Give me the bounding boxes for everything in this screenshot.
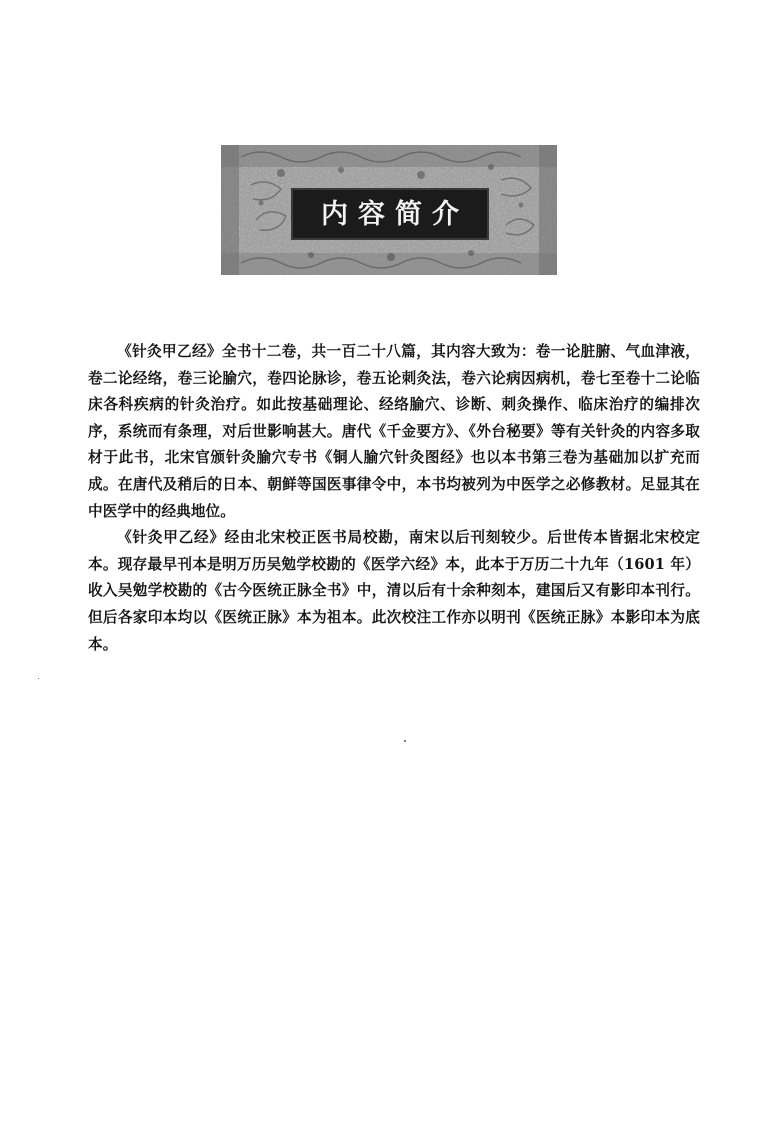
paragraph-overview: 《针灸甲乙经》全书十二卷，共一百二十八篇，其内容大致为：卷一论脏腑、气血津液，卷二论经络，卷三论腧穴，卷四论脉诊，卷五论刺灸法，卷六论病因病机，卷七至卷十二论临床各科疾病的针灸治疗。如此按基础理论、经络腧穴、诊断、刺灸操作、临床治疗的编排次序，系统而有条理，对后世影响甚大。唐代《千金要方》、《外台秘要》等有关针灸的内容多取材于此书，北宋官颁针灸腧穴专书《铜人腧穴针灸图经》也以本书第三卷为基础加以扩充而成。在唐代及稍后的日本、朝鲜等国医事律令中，本书均被列为中医学之必修教材。足显其在中医学中的经典地位。 [88,343,700,520]
scan-speck [38,678,39,679]
scan-speck [404,740,406,742]
title-banner [221,145,557,275]
section-title: 内容简介 [321,198,469,230]
title-plate [291,188,489,240]
content-body [88,339,700,658]
paragraph-editions: 《针灸甲乙经》经由北宋校正医书局校勘，南宋以后刊刻较少。后世传本皆据北宋校定本。现存最早刊本是明万历吴勉学校勘的《医学六经》本，此本于万历二十九年（1601 年）收入吴勉学校勘的《古今医统正脉全书》中，清以后有十余种刻本，建国后又有影印本刊行。但后各家印本均以《医统正脉》本为祖本。此次校注工作亦以明刊《医统正脉》本影印本为底本。 [88,529,700,653]
